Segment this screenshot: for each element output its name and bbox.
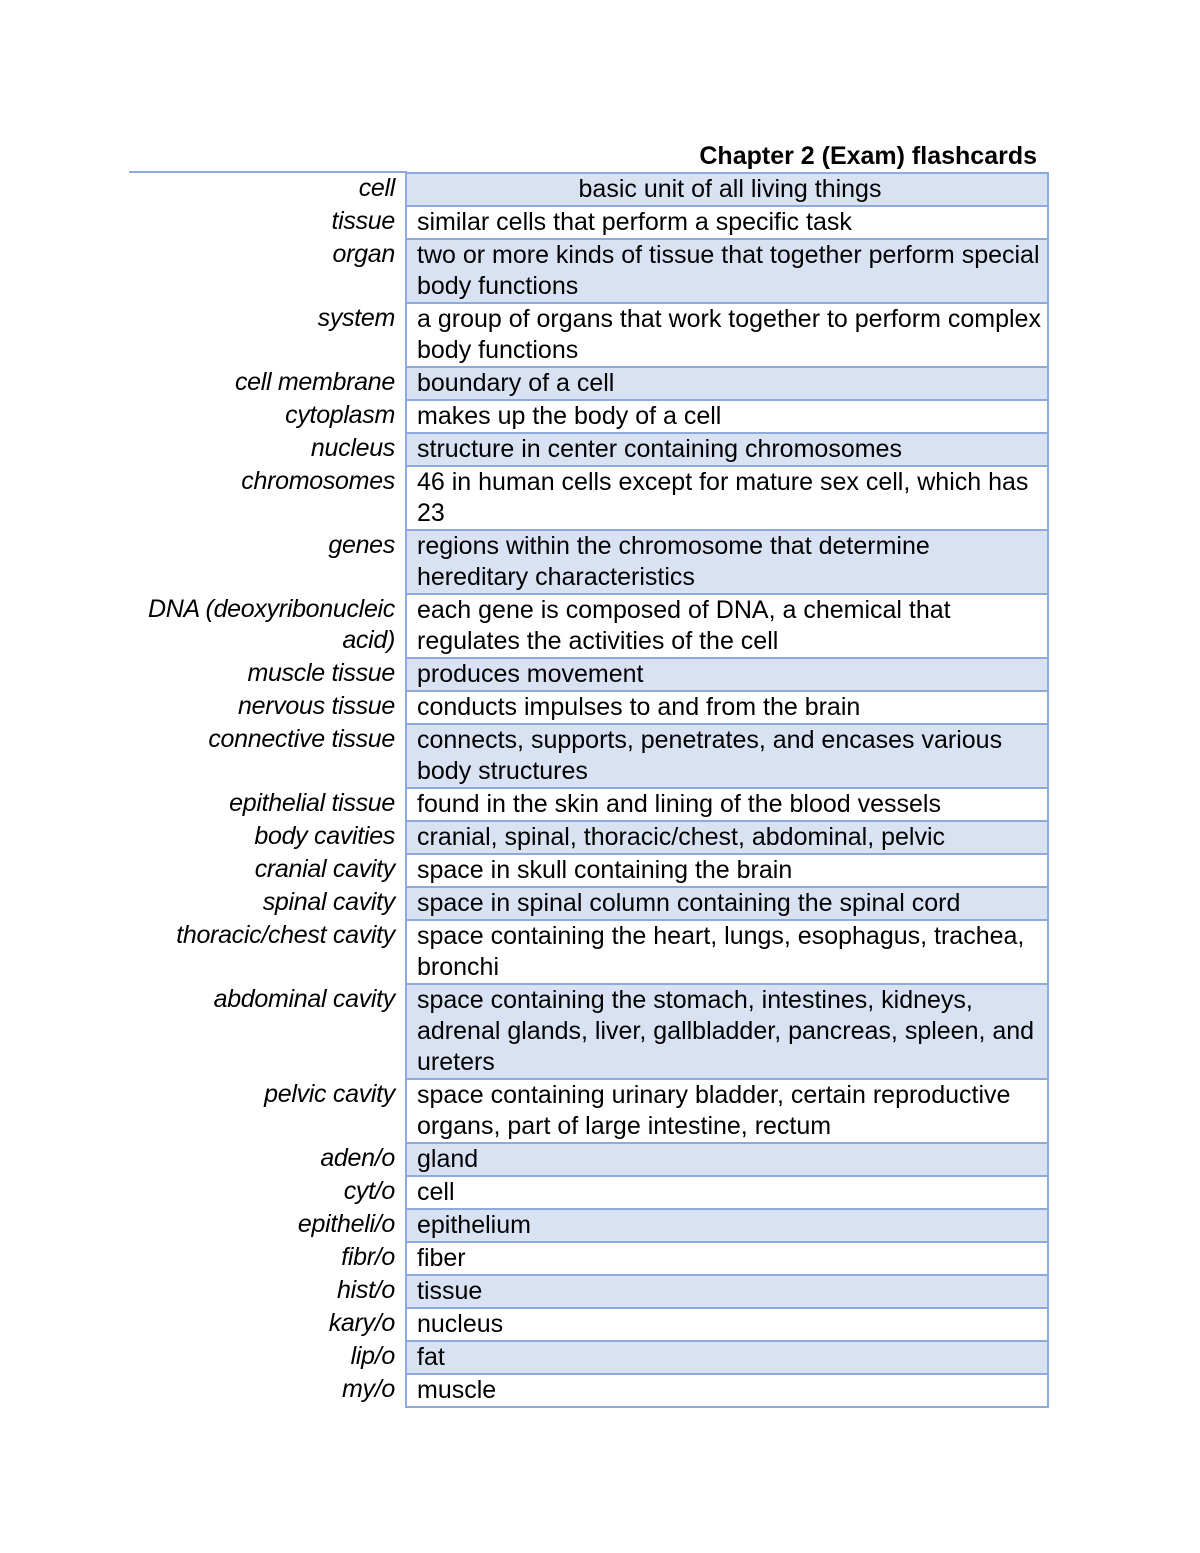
definition-cell: produces movement — [406, 658, 1048, 691]
table-row — [129, 887, 1048, 920]
definition-cell: similar cells that perform a specific task — [406, 206, 1048, 239]
table-row — [129, 594, 1048, 658]
term-cell: tissue — [331, 207, 395, 235]
term-cell: thoracic/chest cavity — [176, 921, 395, 949]
definition-cell: a group of organs that work together to perform complex body functions — [406, 303, 1048, 367]
definition-cell: found in the skin and lining of the blood vessels — [406, 788, 1048, 821]
table-row — [129, 658, 1048, 691]
definition-cell: two or more kinds of tissue that together perform special body functions — [406, 239, 1048, 303]
table-row — [129, 367, 1048, 400]
term-cell: cell membrane — [234, 368, 395, 396]
term-cell: organ — [332, 240, 395, 268]
term-cell: genes — [328, 531, 395, 559]
definition-cell: space in spinal column containing the spinal cord — [406, 887, 1048, 920]
definition-cell: epithelium — [406, 1209, 1048, 1242]
table-row — [129, 433, 1048, 466]
term-cell: DNA (deoxyribonucleic acid) — [147, 595, 395, 654]
definition-cell: makes up the body of a cell — [406, 400, 1048, 433]
definition-cell: nucleus — [406, 1308, 1048, 1341]
definition-cell: fiber — [406, 1242, 1048, 1275]
definition-cell: each gene is composed of DNA, a chemical that regulates the activities of the cell — [406, 594, 1048, 658]
table-row — [129, 530, 1048, 594]
definition-cell: cranial, spinal, thoracic/chest, abdominal, pelvic — [406, 821, 1048, 854]
term-cell: system — [317, 304, 395, 332]
table-row — [129, 1308, 1048, 1341]
definition-cell: space containing the stomach, intestines, kidneys, adrenal glands, liver, gallbladder, pancreas, spleen, and ureters — [406, 984, 1048, 1079]
table-row — [129, 303, 1048, 367]
term-cell: hist/o — [337, 1276, 395, 1304]
definition-cell: boundary of a cell — [406, 367, 1048, 400]
definition-cell: structure in center containing chromosomes — [406, 433, 1048, 466]
term-cell: lip/o — [350, 1342, 395, 1370]
table-row — [129, 1242, 1048, 1275]
term-cell: spinal cavity — [262, 888, 395, 916]
table-row — [129, 400, 1048, 433]
table-row — [129, 1176, 1048, 1209]
table-row — [129, 206, 1048, 239]
table-row — [129, 920, 1048, 984]
table-row — [129, 1341, 1048, 1374]
table-row — [129, 788, 1048, 821]
term-cell: epithelial tissue — [229, 789, 395, 817]
table-row — [129, 1374, 1048, 1407]
table-row — [129, 1079, 1048, 1143]
definition-cell: muscle — [406, 1374, 1048, 1407]
table-row — [129, 984, 1048, 1079]
term-cell: cell — [358, 174, 395, 202]
table-row — [129, 1209, 1048, 1242]
flashcard-table — [129, 172, 1049, 1408]
table-row — [129, 466, 1048, 530]
table-row — [129, 239, 1048, 303]
term-cell: cytoplasm — [285, 401, 395, 429]
term-cell: fibr/o — [341, 1243, 395, 1271]
definition-cell: gland — [406, 1143, 1048, 1176]
term-cell: connective tissue — [208, 725, 395, 753]
term-cell: abdominal cavity — [213, 985, 395, 1013]
term-cell: kary/o — [328, 1309, 395, 1337]
term-cell: epitheli/o — [297, 1210, 395, 1238]
term-cell: my/o — [342, 1375, 395, 1403]
definition-cell: 46 in human cells except for mature sex cell, which has 23 — [406, 466, 1048, 530]
term-cell: pelvic cavity — [264, 1080, 395, 1108]
term-cell: cranial cavity — [254, 855, 395, 883]
term-cell: nucleus — [310, 434, 395, 462]
term-cell: cyt/o — [343, 1177, 395, 1205]
table-row — [129, 724, 1048, 788]
table-row — [129, 1143, 1048, 1176]
definition-cell: space in skull containing the brain — [406, 854, 1048, 887]
definition-cell: fat — [406, 1341, 1048, 1374]
definition-cell: regions within the chromosome that determine hereditary characteristics — [406, 530, 1048, 594]
definition-cell: connects, supports, penetrates, and encases various body structures — [406, 724, 1048, 788]
definition-cell: space containing the heart, lungs, esophagus, trachea, bronchi — [406, 920, 1048, 984]
term-cell: body cavities — [254, 822, 395, 850]
definition-cell: tissue — [406, 1275, 1048, 1308]
table-row — [129, 1275, 1048, 1308]
term-cell: chromosomes — [241, 467, 395, 495]
table-row — [129, 854, 1048, 887]
definition-cell: conducts impulses to and from the brain — [406, 691, 1048, 724]
definition-cell: basic unit of all living things — [406, 173, 1048, 206]
term-cell: nervous tissue — [238, 692, 395, 720]
table-row — [129, 173, 1048, 206]
table-row — [129, 821, 1048, 854]
definition-cell: space containing urinary bladder, certain reproductive organs, part of large intestine, rectum — [406, 1079, 1048, 1143]
term-cell: aden/o — [320, 1144, 395, 1172]
definition-cell: cell — [406, 1176, 1048, 1209]
table-row — [129, 691, 1048, 724]
page-title: Chapter 2 (Exam) flashcards — [699, 142, 1037, 170]
term-cell: muscle tissue — [247, 659, 395, 687]
